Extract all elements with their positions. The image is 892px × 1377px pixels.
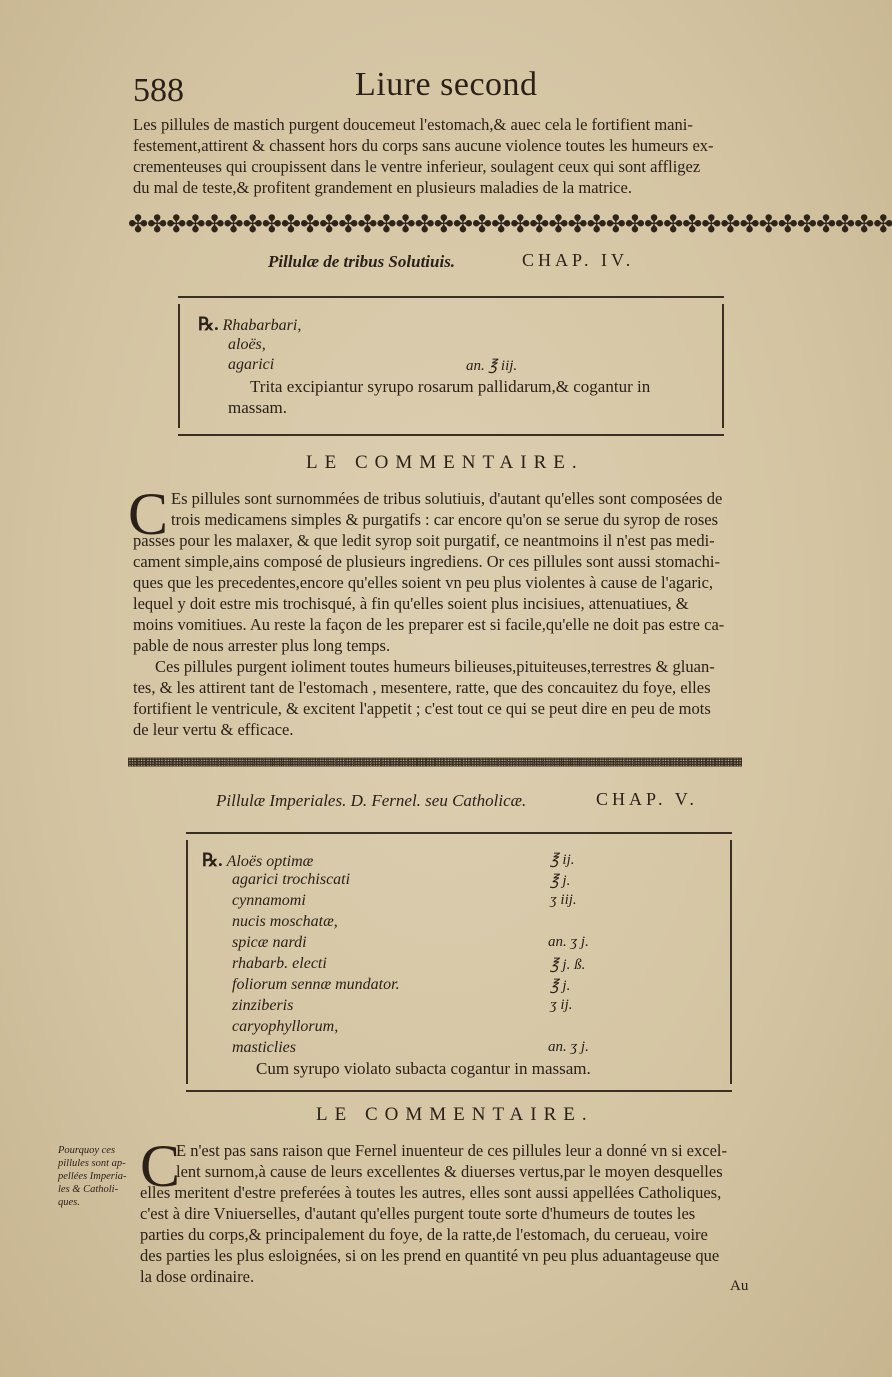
drop-cap: C bbox=[140, 1133, 181, 1199]
running-title: Liure second bbox=[355, 66, 538, 103]
ingredient: nucis moschatæ, bbox=[232, 913, 338, 930]
quantity: an. ʒ j. bbox=[548, 934, 589, 950]
drop-cap: C bbox=[128, 481, 169, 547]
quantity: ℥ j. bbox=[550, 873, 571, 889]
text-line: passes pour les malaxer, & que ledit syrop soit purgatif, ce neantmoins il n'est pas medi- bbox=[133, 531, 715, 550]
text-line: pable de nous arrester plus long temps. bbox=[133, 636, 391, 655]
chapter5-title bbox=[216, 791, 526, 811]
text-line: de leur vertu & efficace. bbox=[133, 720, 294, 739]
text-line: festement,attirent & chassent hors du corps sans aucune violence toutes les humeurs ex- bbox=[133, 136, 714, 155]
ingredient: Aloës optimæ bbox=[226, 853, 314, 870]
quantity: an. ʒ j. bbox=[548, 1039, 589, 1055]
recipe-symbol-icon: ℞. bbox=[198, 314, 219, 334]
text-line: ques que les precedentes,encore qu'elles soient vn peu plus violentes à cause de l'agaric, bbox=[133, 573, 714, 592]
ingredient: Rhabarbari, bbox=[222, 317, 302, 334]
ingredient: zinziberis bbox=[232, 997, 294, 1014]
commentary-paragraph bbox=[133, 488, 764, 740]
commentary-heading: LE COMMENTAIRE. bbox=[316, 1104, 594, 1125]
ingredient: agarici trochiscati bbox=[232, 871, 351, 888]
chapter5-chap-label: CHAP. V. bbox=[596, 789, 698, 809]
text-line: lent surnom,à cause de leurs excellentes & diuerses vertus,par le moyen desquelles bbox=[176, 1162, 723, 1181]
text-line: parties du corps,& principalement du foye, de la ratte,de l'estomach, du cerueau, voire bbox=[140, 1225, 708, 1244]
quantity: ℥ ij. bbox=[550, 852, 575, 868]
ingredient: foliorum sennæ mundator. bbox=[232, 976, 400, 993]
quantity: ʒ ij. bbox=[550, 997, 573, 1013]
commentary-heading: LE COMMENTAIRE. bbox=[306, 452, 584, 473]
ingredient: agarici bbox=[228, 356, 275, 373]
recipe-instructions: Cum syrupo violato subacta cogantur in massam. bbox=[256, 1059, 591, 1078]
recipe5-line-1 bbox=[202, 850, 313, 871]
quantity: ʒ iij. bbox=[550, 892, 577, 908]
recipe-instructions: Trita excipiantur syrupo rosarum pallidarum,& cogantur in bbox=[250, 377, 651, 396]
flower-ornament-band: ✤✤✤✤✤✤✤✤✤✤✤✤✤✤✤✤✤✤✤✤✤✤✤✤✤✤✤✤✤✤✤✤✤✤✤✤✤✤✤✤ bbox=[128, 212, 892, 238]
margin-line: les & Catholi- bbox=[58, 1184, 119, 1195]
chapter5-title-text: Pillulæ Imperiales. D. Fernel. seu Catholicæ. bbox=[216, 791, 527, 810]
text-line: Les pillules de mastich purgent doucemeut l'estomach,& auec cela le fortifient mani- bbox=[133, 115, 693, 134]
text-line: moins vomitiues. Au reste la façon de les preparer est si facile,qu'elle ne doit pas estre ca- bbox=[133, 615, 725, 634]
margin-line: ques. bbox=[58, 1197, 80, 1208]
text-line: des parties les plus esloignées, si on les prend en quantité vn peu plus aduantageuse que bbox=[140, 1246, 720, 1265]
text-line: lequel y doit estre mis trochisqué, à fin qu'elles soient plus incisiues, attenuatiues, & bbox=[133, 594, 689, 613]
catchword: Au bbox=[730, 1278, 749, 1294]
recipe-symbol-icon: ℞. bbox=[202, 850, 223, 870]
ingredient: caryophyllorum, bbox=[232, 1018, 339, 1035]
text-line: Ces pillules purgent ioliment toutes humeurs bilieuses,pituiteuses,terrestres & gluan- bbox=[155, 657, 715, 676]
text-line: trois medicamens simples & purgatifs : car encore qu'on se serue du syrop de roses bbox=[171, 510, 719, 529]
text-line: tes, & les attirent tant de l'estomach , mesentere, ratte, que des concauitez du foye, elles bbox=[133, 678, 711, 697]
intro-paragraph bbox=[133, 114, 761, 198]
commentary-paragraph bbox=[140, 1140, 764, 1287]
margin-line: pellées Imperia- bbox=[58, 1171, 127, 1182]
chapter4-title-text: Pillulæ de tribus Solutiuis. bbox=[268, 252, 456, 271]
bar-ornament-band: ▦▦▦▦▦▦▦▦▦▦▦▦▦▦▦▦▦▦▦▦▦▦▦▦▦▦▦▦▦▦▦▦▦▦▦▦▦▦▦▦▦▦▦▦▦▦▦▦▦▦▦▦▦▦▦▦▦▦▦▦▦▦▦▦▦▦▦▦ bbox=[128, 752, 743, 770]
chapter4-title bbox=[268, 252, 455, 272]
text-line: elles meritent d'estre preferées à toutes les autres, elles sont aussi appellées Catholiques, bbox=[140, 1183, 722, 1202]
text-line: Es pillules sont surnommées de tribus solutiuis, d'autant qu'elles sont composées de bbox=[171, 489, 723, 508]
ingredient: spicæ nardi bbox=[232, 934, 307, 951]
text-line: fortifient le ventricule, & excitent l'appetit ; c'est tout ce qui se peut dire en peu de mots bbox=[133, 699, 711, 718]
ingredient: aloës, bbox=[228, 336, 266, 353]
text-line: cament simple,ains composé de plusieurs ingrediens. Or ces pillules sont aussi stomachi- bbox=[133, 552, 721, 571]
quantity: ℥ j. bbox=[550, 978, 571, 994]
text-line: la dose ordinaire. bbox=[140, 1267, 255, 1286]
text-line: E n'est pas sans raison que Fernel inuenteur de ces pillules leur a donné vn si excel- bbox=[176, 1141, 727, 1160]
recipe-instructions: massam. bbox=[228, 398, 288, 417]
quantity: an. ℥ iij. bbox=[466, 358, 518, 374]
chapter4-chap-label: CHAP. IV. bbox=[522, 250, 635, 270]
text-line: crementeuses qui croupissent dans le ventre inferieur, soulagent ceux qui sont affligez bbox=[133, 157, 701, 176]
page-number: 588 bbox=[133, 72, 184, 109]
ingredient: cynnamomi bbox=[232, 892, 306, 909]
quantity: ℥ j. ß. bbox=[550, 957, 586, 973]
margin-line: Pourquoy ces bbox=[58, 1145, 116, 1156]
ingredient: rhabarb. electi bbox=[232, 955, 327, 972]
margin-line: pillules sont ap- bbox=[58, 1158, 126, 1169]
margin-note bbox=[58, 1144, 136, 1209]
ingredient: masticlies bbox=[232, 1039, 296, 1056]
recipe4-line-1 bbox=[198, 314, 301, 335]
text-line: du mal de teste,& profitent grandement en plusieurs maladies de la matrice. bbox=[133, 178, 632, 197]
text-line: c'est à dire Vniuerselles, d'autant qu'elles purgent toute sorte d'humeurs de toutes les bbox=[140, 1204, 696, 1223]
